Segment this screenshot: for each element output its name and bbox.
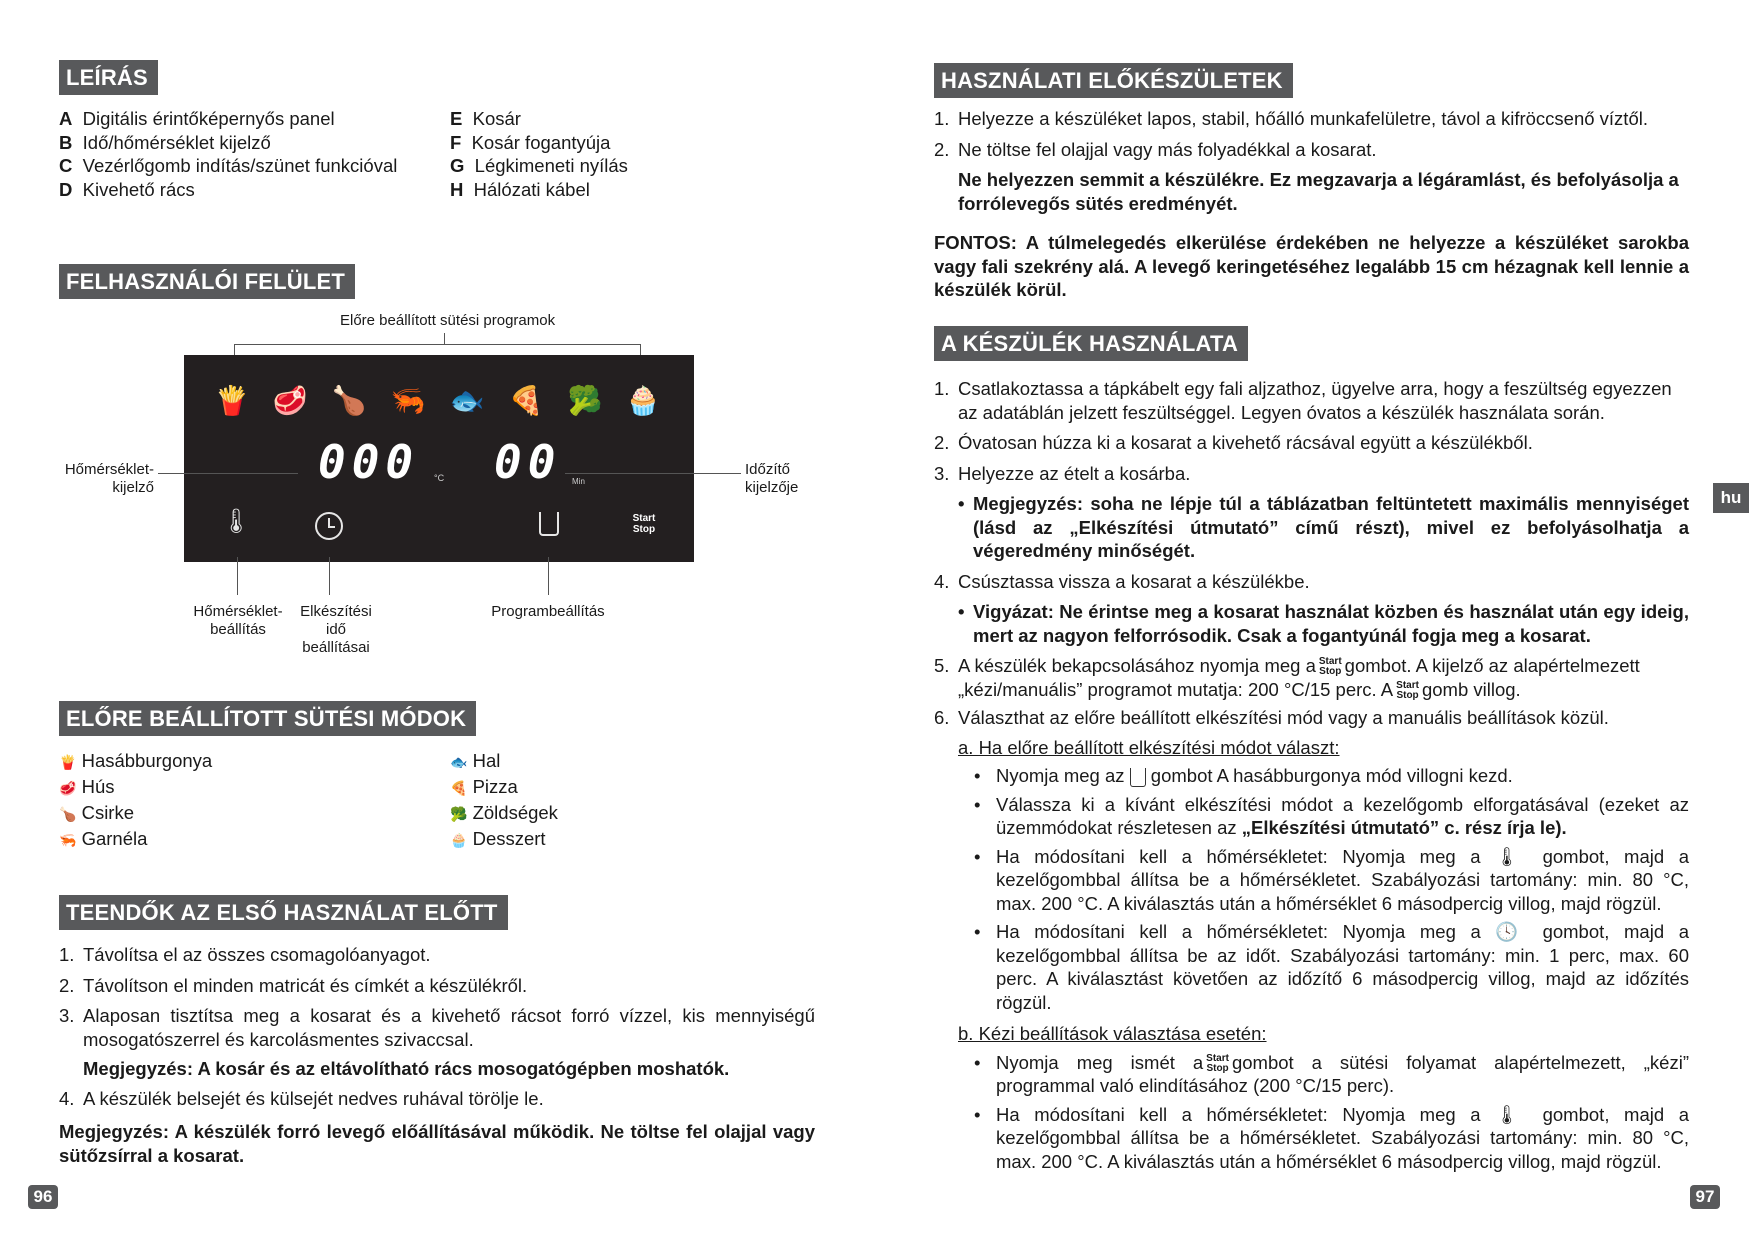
list-item: C Vezérlőgomb indítás/szünet funkcióval xyxy=(59,155,398,176)
language-tab: hu xyxy=(1713,483,1749,513)
subheading-b: b. Kézi beállítások választása esetén: xyxy=(958,1023,1267,1044)
page-number-right: 97 xyxy=(1690,1185,1720,1209)
note: • Megjegyzés: soha ne lépje túl a táblázatban feltüntetett maximális mennyiséget (lásd az „Elkészítési útmutató” című részt), mivel ez befolyásolhatja a végeredmény minőségét. xyxy=(958,493,1689,561)
timer-display: 00 xyxy=(494,435,562,489)
list-item: H Hálózati kábel xyxy=(450,178,590,200)
list-item: • Nyomja meg az gombot A hasábburgonya mód villogni kezd. xyxy=(974,765,1513,786)
list-item: 🍗 Csirke xyxy=(59,802,134,823)
fish-icon: 🐟 xyxy=(450,754,468,770)
first-use-list xyxy=(59,943,815,1167)
list-item: F Kosár fogantyúja xyxy=(450,131,611,153)
fries-icon[interactable]: 🍟 xyxy=(214,385,250,416)
pointer-line xyxy=(548,557,549,595)
list-item: • Ha módosítani kell a hőmérsékletet: Nyomja meg a 🌡 gombot, majd a kezelőgombbal állítsa be a hőmérsékletet. Szabályozási tartomány: min. 80 °C, max. 200 °C. A kiválasztás után a hőmérséklet 6 másodpercig villog, majd rögzül. xyxy=(974,845,1689,914)
list-item: • Ha módosítani kell a hőmérsékletet: Nyomja meg a 🕓 gombot, majd a kezelőgombbal állítsa be az időt. Szabályozási tartomány: min. 1 perc, max. 60 perc. A kiválasztást követően az időzítő 6 másodpercig villog, majd az időzítés rögzül. xyxy=(974,921,1690,1013)
section-title-modok: ELŐRE BEÁLLÍTOTT SÜTÉSI MÓDOK xyxy=(59,701,476,736)
list-item: 5. A készülék bekapcsolásához nyomja meg a Start Stop gombot. A kijelző az alapértelmezett „kézi/manuális” programot mutatja: 200 °C/15 perc. A Start Stop gomb villog. xyxy=(934,655,1640,701)
important-note: FONTOS: A túlmelegedés elkerülése érdekében ne helyezze a készüléket sarokba vagy fali szekrény alá. A levegő keringetéséhez legalább 15 cm hézagnak kell lennie a készülék körül. xyxy=(934,232,1689,300)
chicken-icon: 🍗 xyxy=(59,806,77,822)
list-item: 🥦 Zöldségek xyxy=(450,802,558,823)
modes-list-col2 xyxy=(450,749,710,853)
pointer-line xyxy=(565,473,741,474)
list-item: 1. Távolítsa el az összes csomagolóanyagot. xyxy=(59,944,431,965)
chicken-icon[interactable]: 🍗 xyxy=(331,385,367,416)
start-stop-icon: Start Stop xyxy=(1396,679,1419,701)
timer-display-label: Időzítő kijelzője xyxy=(745,461,799,496)
programs-label: Előre beállított sütési programok xyxy=(340,312,556,329)
list-item: 🥩 Hús xyxy=(59,776,115,797)
temp-set-label: Hőmérséklet- beállítás xyxy=(193,603,283,638)
section-title-hasznalat: A KÉSZÜLÉK HASZNÁLATA xyxy=(934,326,1248,361)
min-unit: Min xyxy=(572,477,585,486)
steak-icon[interactable]: 🥩 xyxy=(272,385,308,416)
prep-list xyxy=(934,107,1689,302)
section-title-elokeszuletek: HASZNÁLATI ELŐKÉSZÜLETEK xyxy=(934,63,1293,98)
vegetables-icon[interactable]: 🥦 xyxy=(567,385,603,416)
time-set-label: Elkészítési idő beállításai xyxy=(300,603,372,656)
list-item: 2. Távolítson el minden matricát és címkét a készülékről. xyxy=(59,974,528,996)
list-item: 6. Választhat az előre beállított elkészítési mód vagy a manuális beállítások közül. xyxy=(934,707,1609,728)
fries-icon: 🍟 xyxy=(59,754,77,770)
start-stop-icon: Start Stop xyxy=(1318,656,1342,678)
clock-icon[interactable] xyxy=(315,512,343,540)
temperature-display: 000 xyxy=(318,435,420,489)
list-item: E Kosár xyxy=(450,108,521,129)
list-item: 🍕 Pizza xyxy=(450,776,518,797)
bracket-line xyxy=(234,344,641,345)
section-title-teendok: TEENDŐK AZ ELSŐ HASZNÁLAT ELŐTT xyxy=(59,895,508,930)
list-item: 2. Ne töltse fel olajjal vagy más folyadékkal a kosarat. xyxy=(934,138,1377,160)
basket-program-icon[interactable] xyxy=(539,512,559,536)
pointer-line xyxy=(237,557,238,595)
control-panel xyxy=(184,355,694,562)
list-item: A Digitális érintőképernyős panel xyxy=(59,108,335,129)
list-item: 1. Helyezze a készüléket lapos, stabil, hőálló munkafelületre, távol a kifröccsenő víztől. xyxy=(934,108,1648,129)
thermometer-icon: 🌡 xyxy=(1495,1103,1529,1125)
list-item: 🍟 Hasábburgonya xyxy=(59,750,213,771)
steak-icon: 🥩 xyxy=(59,780,77,796)
list-item: 🧁 Desszert xyxy=(450,828,546,849)
list-item: 🦐 Garnéla xyxy=(59,828,148,849)
pointer-line xyxy=(158,473,298,474)
thermometer-icon[interactable]: 🌡 xyxy=(220,508,252,535)
temp-display-label: Hőmérséklet- kijelző xyxy=(64,461,154,496)
list-item: B Idő/hőmérséklet kijelző xyxy=(59,131,271,153)
usage-list xyxy=(934,377,1689,1173)
bracket-line xyxy=(444,333,445,345)
list-item: 3. Helyezze az ételt a kosárba. xyxy=(934,462,1191,484)
list-item: • Válassza ki a kívánt elkészítési módot a kezelőgomb elforgatásával (ezeket az üzemmódokat részletesen az „Elkészítési útmutató” c. rész írja le). xyxy=(974,793,1689,838)
description-list-left xyxy=(59,107,459,201)
thermometer-icon: 🌡 xyxy=(1495,845,1529,867)
note: Megjegyzés: A kosár és az eltávolítható rács mosogatógépben moshatók. xyxy=(83,1058,730,1079)
page-number-left: 96 xyxy=(28,1185,58,1209)
dessert-icon: 🧁 xyxy=(450,832,468,848)
start-stop-icon: Start Stop xyxy=(1206,1052,1229,1074)
fish-icon[interactable]: 🐟 xyxy=(449,385,485,416)
pointer-line xyxy=(329,557,330,595)
list-item: • Nyomja meg ismét a Start Stop gombot a sütési folyamat alapértelmezett, „kézi” programmal való elindításához (200 °C/15 perc). xyxy=(974,1051,1689,1096)
section-title-leiras: LEÍRÁS xyxy=(59,60,158,95)
list-item: D Kivehető rács xyxy=(59,178,195,200)
description-list-right xyxy=(450,107,710,201)
start-stop-button[interactable]: Start Stop xyxy=(632,513,656,535)
note: Ne helyezzen semmit a készülékre. Ez megzavarja a légáramlást, és befolyásolja a forrólevegős sütés eredményét. xyxy=(958,169,1679,214)
subheading-a: a. Ha előre beállított elkészítési módot választ: xyxy=(958,736,1340,758)
final-note: Megjegyzés: A készülék forró levegő előállításával működik. Ne töltse fel olajjal vagy sütőzsírral a kosarat. xyxy=(59,1121,815,1166)
list-item: G Légkimeneti nyílás xyxy=(450,155,628,176)
shrimp-icon: 🦐 xyxy=(59,832,77,848)
list-item: 4. A készülék belsejét és külsejét nedves ruhával törölje le. xyxy=(59,1087,544,1109)
shrimp-icon[interactable]: 🦐 xyxy=(390,385,426,416)
modes-list-col1 xyxy=(59,749,379,853)
list-item: 4. Csúsztassa vissza a kosarat a készülékbe. xyxy=(934,570,1310,592)
basket-program-icon xyxy=(1130,768,1146,787)
celsius-unit: °C xyxy=(434,473,445,483)
section-title-felulet: FELHASZNÁLÓI FELÜLET xyxy=(59,264,355,299)
list-item: 3. Alaposan tisztítsa meg a kosarat és a kivehető rácsot forró vízzel, kis mennyiségű mosogatószerrel és karcolásmentes szivaccsal. xyxy=(59,1005,815,1050)
dessert-icon[interactable]: 🧁 xyxy=(625,385,661,416)
program-set-label: Programbeállítás xyxy=(491,603,605,620)
pizza-icon[interactable]: 🍕 xyxy=(508,385,544,416)
list-item: 1. Csatlakoztassa a tápkábelt egy fali aljzathoz, ügyelve arra, hogy a feszültség egyezzen az adatáblán jelzett feszültséggel. Legyen óvatos a készülék használata során. xyxy=(934,378,1672,423)
list-item: 🐟 Hal xyxy=(450,750,501,771)
warning-note: • Vigyázat: Ne érintse meg a kosarat használat közben és használat után egy ideig, mert az nagyon felforrósodik. Csak a fogantyúnál fogja meg a kosarat. xyxy=(958,601,1689,646)
vegetables-icon: 🥦 xyxy=(450,806,468,822)
clock-icon: 🕓 xyxy=(1495,921,1528,942)
pizza-icon: 🍕 xyxy=(450,780,468,796)
list-item: 2. Óvatosan húzza ki a kosarat a kivehető rácsával együtt a készülékből. xyxy=(934,432,1533,453)
list-item: • Ha módosítani kell a hőmérsékletet: Nyomja meg a 🌡 gombot, majd a kezelőgombbal állítsa be a hőmérsékletet. Szabályozási tartomány: min. 80 °C, max. 200 °C. A kiválasztás után a hőmérséklet 6 másodpercig villog, majd rögzül. xyxy=(974,1103,1689,1172)
